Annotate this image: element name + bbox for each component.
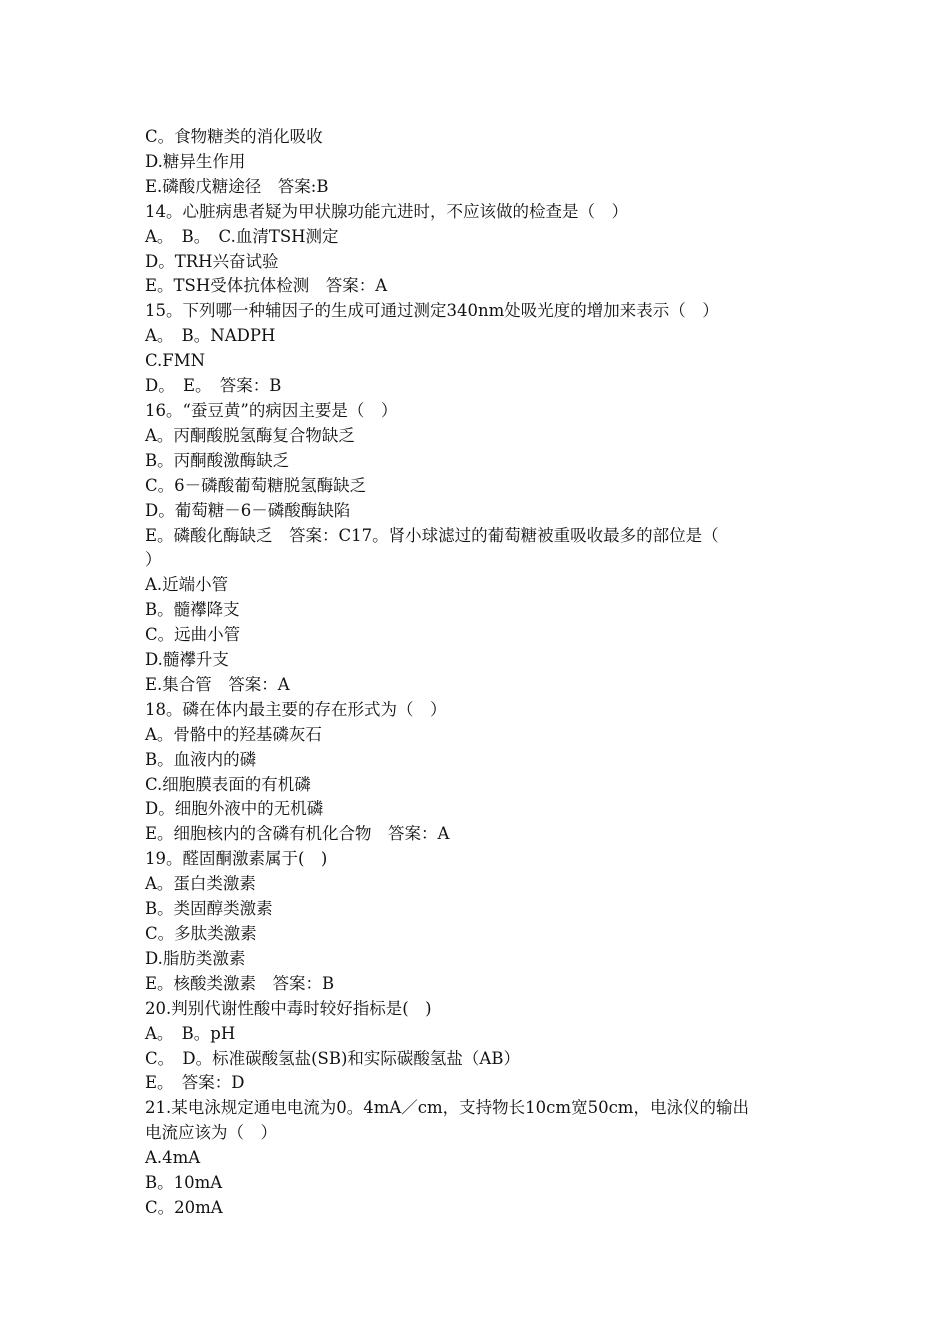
question-17: E。磷酸化酶缺乏 答案：C17。肾小球滤过的葡萄糖被重吸收最多的部位是（ <box>145 525 719 545</box>
text-line: C。20mA <box>145 1197 223 1217</box>
text-line: C。远曲小管 <box>145 625 241 645</box>
question-21: 21.某电泳规定通电电流为0。4mA／cm，支持物长10cm宽50cm，电泳仪的输出 <box>145 1098 749 1118</box>
text-line: C。多肽类激素 <box>145 924 257 943</box>
text-line: D。TRH兴奋试验 <box>145 251 279 271</box>
text-line: A。丙酮酸脱氢酶复合物缺乏 <box>145 425 355 445</box>
question-20: 20.判别代谢性酸中毒时较好指标是( ) <box>145 998 432 1018</box>
document-body <box>145 125 810 1221</box>
text-line: C.FMN <box>145 351 206 371</box>
question-15: 15。下列哪一种辅因子的生成可通过测定340nm处吸光度的增加来表示（ ） <box>145 301 719 321</box>
question-14: 14。心脏病患者疑为甲状腺功能亢进时，不应该做的检查是（ ） <box>145 201 628 221</box>
question-16: 16。“蚕豆黄”的病因主要是（ ） <box>145 400 398 420</box>
text-line: D.糖异生作用 <box>145 151 246 171</box>
text-line: A。 B。 C.血清TSH测定 <box>145 226 339 246</box>
text-line: ） <box>145 550 162 570</box>
text-line: B。10mA <box>145 1173 223 1193</box>
text-line: A。 B。pH <box>145 1023 236 1043</box>
text-line: A。 B。NADPH <box>145 326 276 346</box>
text-line: A.近端小管 <box>145 575 229 595</box>
text-line: D。细胞外液中的无机磷 <box>145 799 324 819</box>
text-line: E。TSH受体抗体检测 答案：A <box>145 276 388 296</box>
text-line: E。核酸类激素 答案：B <box>145 973 335 993</box>
text-line: B。血液内的磷 <box>145 749 257 769</box>
text-line: C。 D。标准碳酸氢盐(SB)和实际碳酸氢盐（AB） <box>145 1048 520 1068</box>
text-line: B。丙酮酸激酶缺乏 <box>145 450 290 470</box>
text-line: E.磷酸戊糖途径 答案:B <box>145 176 329 196</box>
text-line: D.脂肪类激素 <box>145 948 246 968</box>
text-line: E。细胞核内的含磷有机化合物 答案：A <box>145 824 450 844</box>
text-line: E。 答案：D <box>145 1073 245 1093</box>
question-18: 18。磷在体内最主要的存在形式为（ ） <box>145 699 447 719</box>
text-line: E.集合管 答案：A <box>145 674 290 694</box>
text-line: B。类固醇类激素 <box>145 899 273 919</box>
text-line: D。 E。 答案：B <box>145 376 282 396</box>
text-line: D。葡萄糖－6－磷酸酶缺陷 <box>145 500 351 520</box>
question-19: 19。醛固酮激素属于( ) <box>145 849 328 869</box>
text-line: A.4mA <box>145 1148 201 1168</box>
text-line: A。骨骼中的羟基磷灰石 <box>145 724 322 744</box>
text-line: C。食物糖类的消化吸收 <box>145 127 323 146</box>
text-line: A。蛋白类激素 <box>145 874 256 894</box>
text-line: 电流应该为（ ） <box>145 1123 277 1143</box>
text-line: D.髓襻升支 <box>145 650 229 670</box>
text-line: B。髓襻降支 <box>145 600 240 620</box>
text-line: C。6－磷酸葡萄糖脱氢酶缺乏 <box>145 475 367 495</box>
text-line: C.细胞膜表面的有机磷 <box>145 774 311 794</box>
